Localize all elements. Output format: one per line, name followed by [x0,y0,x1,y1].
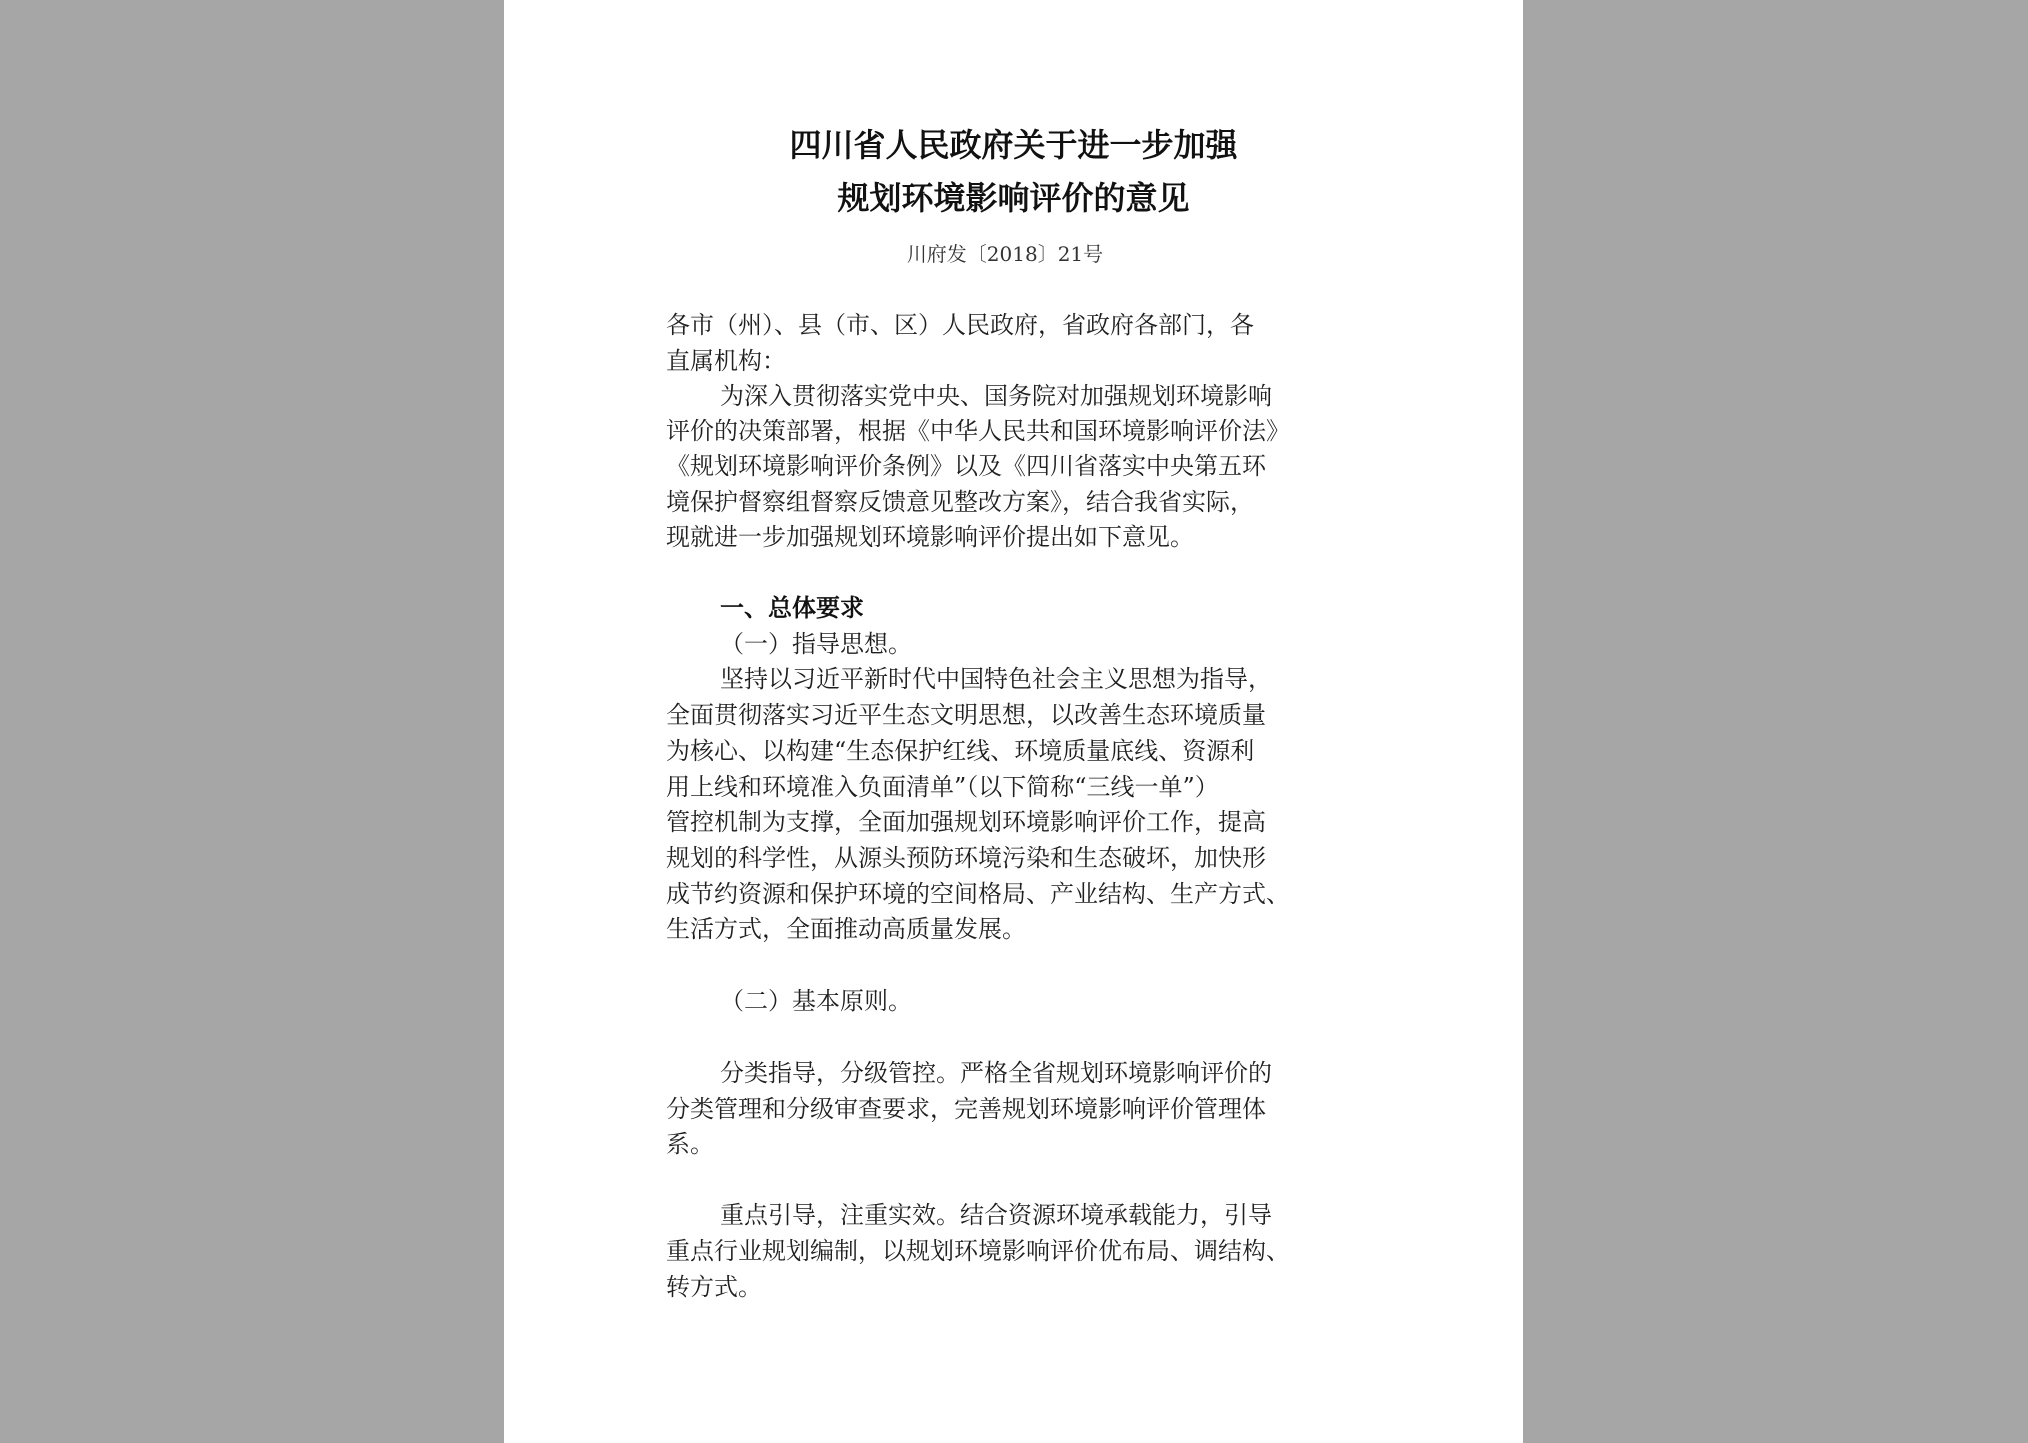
body-line: 《规划环境影响评价条例》以及《四川省落实中央第五环 [666,452,1266,480]
section-heading: 一、总体要求 [720,594,864,622]
body-line: 现就进一步加强规划环境影响评价提出如下意见。 [666,523,1194,551]
document-title-line-1: 四川省人民政府关于进一步加强 [789,126,1238,164]
body-line: 评价的决策部署，根据《中华人民共和国环境影响评价法》 [666,417,1290,445]
subsection-heading: （一）指导思想。 [720,630,912,658]
body-line: 成节约资源和保护环境的空间格局、产业结构、生产方式、 [666,880,1290,908]
body-line: 规划的科学性，从源头预防环境污染和生态破坏，加快形 [666,844,1266,872]
body-line: 管控机制为支撑，全面加强规划环境影响评价工作，提高 [666,808,1266,836]
body-line: 为深入贯彻落实党中央、国务院对加强规划环境影响 [720,382,1272,410]
body-line: 各市（州）、县（市、区）人民政府，省政府各部门，各 [666,311,1254,339]
body-line: 直属机构： [666,347,786,375]
body-line: 转方式。 [666,1273,762,1301]
body-line: 坚持以习近平新时代中国特色社会主义思想为指导， [720,665,1272,693]
body-line: 分类管理和分级审查要求，完善规划环境影响评价管理体 [666,1095,1266,1123]
subsection-heading: （二）基本原则。 [720,987,912,1015]
body-line: 为核心、以构建“生态保护红线、环境质量底线、资源利 [666,737,1255,765]
body-line: 生活方式，全面推动高质量发展。 [666,915,1026,943]
body-line: 系。 [666,1130,714,1158]
body-line: 全面贯彻落实习近平生态文明思想，以改善生态环境质量 [666,701,1266,729]
document-title-line-2: 规划环境影响评价的意见 [837,179,1190,217]
body-line: 分类指导，分级管控。严格全省规划环境影响评价的 [720,1059,1272,1087]
body-line: 境保护督察组督察反馈意见整改方案》，结合我省实际， [666,488,1254,516]
document-number: 川府发〔2018〕21号 [906,242,1104,266]
body-line: 重点引导，注重实效。结合资源环境承载能力，引导 [720,1201,1272,1229]
body-line: 重点行业规划编制，以规划环境影响评价优布局、调结构、 [666,1237,1290,1265]
body-line: 用上线和环境准入负面清单”（以下简称“三线一单”） [666,773,1219,801]
document-page [504,0,1523,1443]
